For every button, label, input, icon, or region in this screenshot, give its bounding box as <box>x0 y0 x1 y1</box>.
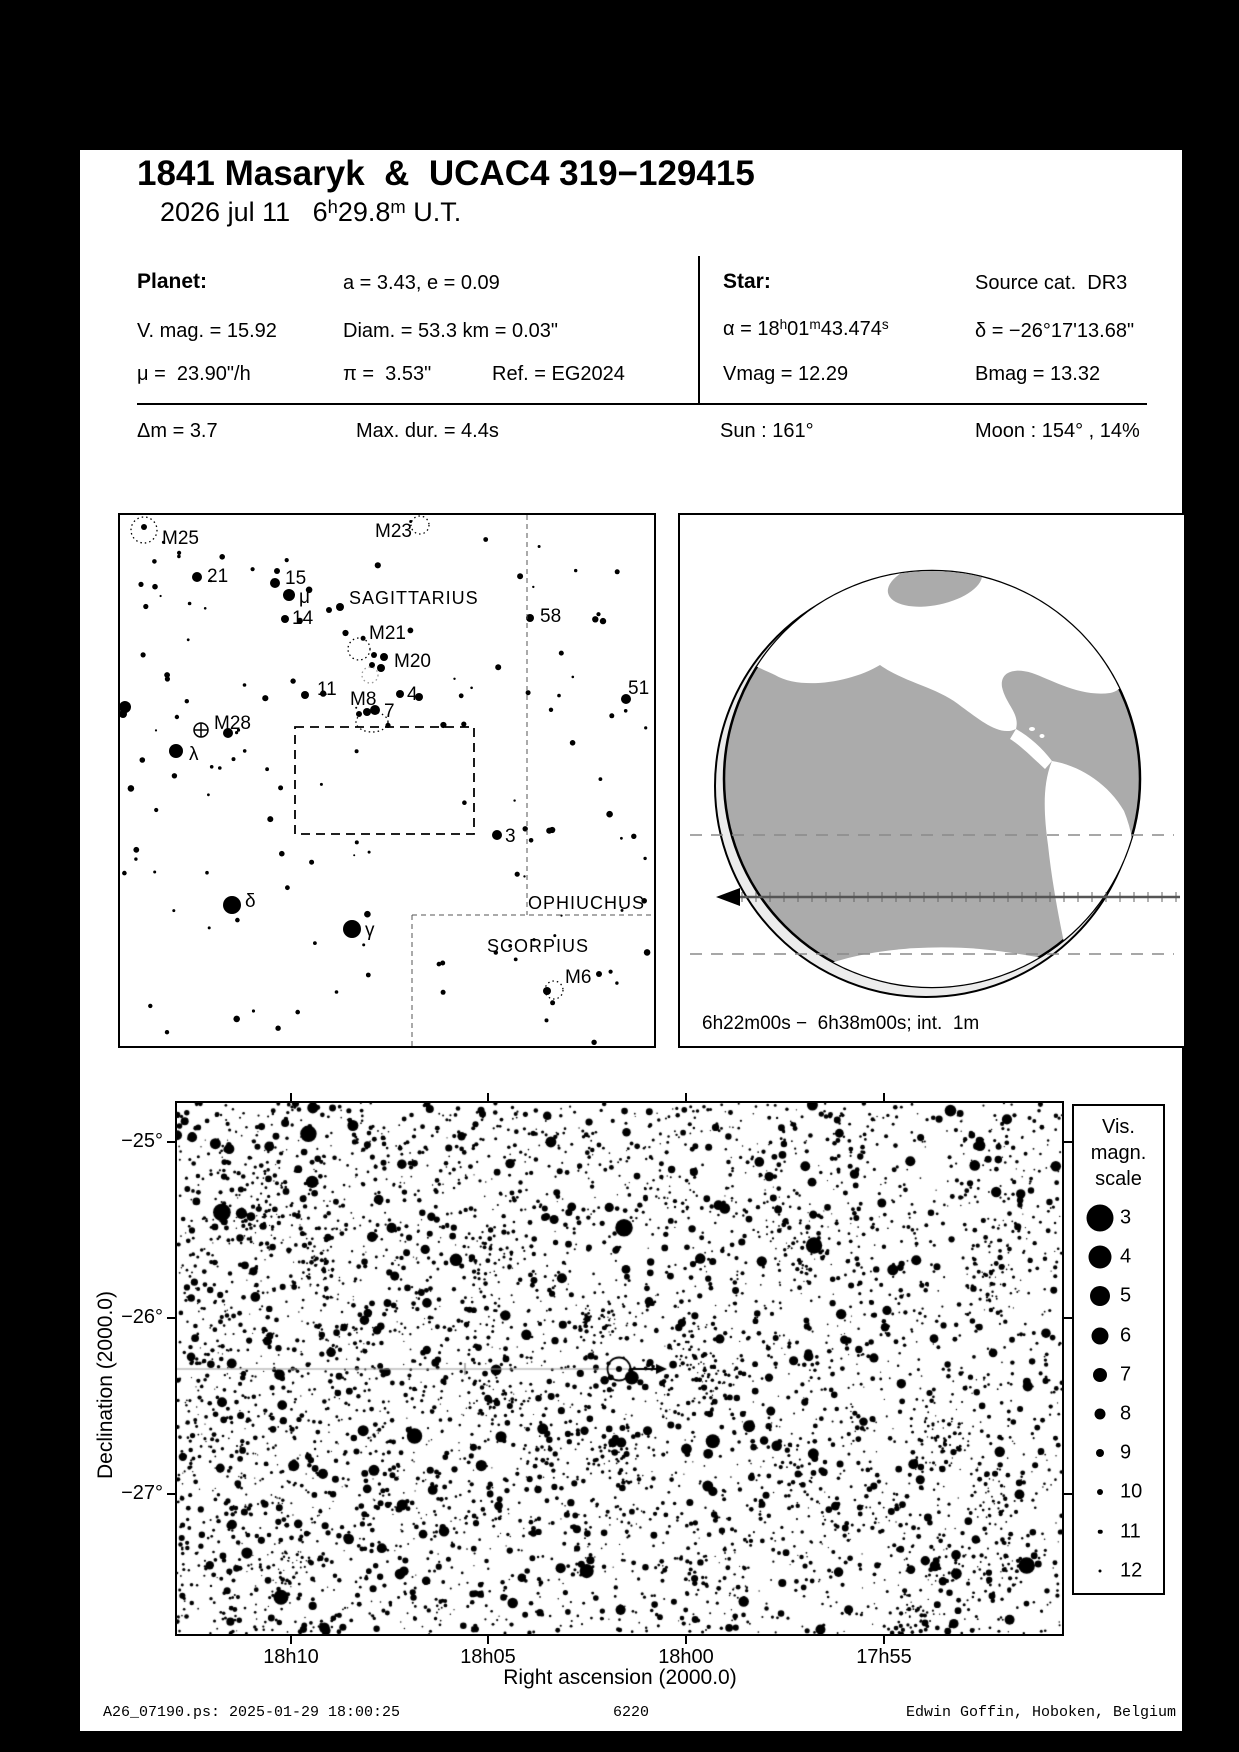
x-axis-title: Right ascension (2000.0) <box>503 1666 737 1689</box>
field-star <box>361 636 366 641</box>
field-star <box>620 837 623 840</box>
field-star <box>437 962 442 967</box>
field-star <box>152 584 158 590</box>
field-star <box>606 811 613 818</box>
field-star <box>285 885 290 890</box>
field-star <box>160 595 162 597</box>
field-star <box>592 616 598 622</box>
field-star <box>353 854 355 856</box>
planet-parallax: π = 3.53" <box>343 363 432 385</box>
field-star <box>459 693 464 698</box>
mag-label: 7 <box>1120 1363 1132 1386</box>
finder-label-M21: M21 <box>369 623 406 644</box>
field-star <box>153 871 156 874</box>
field-star <box>252 1009 255 1012</box>
sun-elongation: Sun : 161° <box>720 420 814 442</box>
y-tick <box>167 1317 175 1319</box>
field-star <box>644 726 647 729</box>
finder-label-51: 51 <box>628 678 650 699</box>
field-star <box>138 582 143 587</box>
field-star <box>532 586 534 588</box>
named-star-dot <box>270 578 280 588</box>
planet-section-label: Planet: <box>137 270 208 293</box>
x-tick <box>685 1093 687 1101</box>
page <box>80 150 1182 1731</box>
mag-dot <box>1097 1489 1103 1495</box>
field-star <box>545 1018 549 1022</box>
field-star <box>609 713 614 718</box>
field-star <box>188 602 192 606</box>
finder-label-M20: M20 <box>394 651 431 672</box>
finder-label-M28: M28 <box>214 713 251 734</box>
named-star-dot <box>192 572 202 582</box>
finder-label-M8: M8 <box>350 689 377 710</box>
caribbean-island <box>1029 727 1035 731</box>
field-star <box>366 973 371 978</box>
field-star <box>143 604 148 609</box>
field-star <box>362 943 365 946</box>
field-star <box>513 799 515 801</box>
constellation-label-SCORPIUS: SCORPIUS <box>487 936 590 956</box>
named-star-dot <box>396 690 404 698</box>
y-tick <box>167 1141 175 1143</box>
detail-field-outline <box>295 727 474 834</box>
globe-caption: 6h22m00s − 6h38m00s; int. 1m <box>702 1013 980 1034</box>
finder-label-M23: M23 <box>375 521 412 542</box>
track-direction-arrow <box>716 888 740 906</box>
y-tick <box>1064 1317 1072 1319</box>
field-star <box>335 990 339 994</box>
field-star <box>483 537 488 542</box>
x-tick <box>487 1636 489 1644</box>
field-star <box>172 909 175 912</box>
x-tick <box>883 1636 885 1644</box>
field-star <box>538 545 541 548</box>
field-star <box>185 699 189 703</box>
x-tick <box>883 1093 885 1101</box>
field-star <box>596 612 600 616</box>
mag-label: 11 <box>1120 1520 1141 1543</box>
field-star <box>529 838 534 843</box>
mag-label: 4 <box>1120 1245 1132 1268</box>
field-star <box>441 990 446 995</box>
mag-dot <box>1090 1286 1110 1306</box>
field-star <box>218 766 222 770</box>
field-star <box>177 555 181 559</box>
field-star <box>631 834 636 839</box>
x-tick <box>685 1636 687 1644</box>
mag-label: 12 <box>1120 1559 1143 1582</box>
mag-dot <box>1089 1246 1112 1269</box>
field-star <box>235 918 240 923</box>
magnitude-scale-title <box>1074 1114 1163 1192</box>
named-star-dot <box>141 524 147 530</box>
constellation-label-OPHIUCHUS: OPHIUCHUS <box>528 893 646 913</box>
x-tick <box>487 1093 489 1101</box>
field-star <box>122 871 127 876</box>
cluster-circle <box>348 638 370 660</box>
y-axis-title: Declination (2000.0) <box>94 1291 117 1479</box>
field-star <box>470 687 473 690</box>
star-section-label: Star: <box>723 270 771 293</box>
y-tick <box>1064 1493 1072 1495</box>
field-star <box>375 562 381 568</box>
field-star <box>208 926 211 929</box>
new-zealand <box>749 955 758 964</box>
named-star-dot <box>492 830 502 840</box>
field-star <box>515 872 520 877</box>
y-tick-label: −25° <box>121 1130 163 1152</box>
field-star <box>175 715 179 719</box>
field-star <box>265 767 269 771</box>
field-star <box>243 749 247 753</box>
field-star <box>204 607 207 610</box>
field-star <box>453 678 455 680</box>
named-star-dot <box>274 568 280 574</box>
star-field-frame <box>175 1101 1064 1636</box>
field-star <box>141 652 146 657</box>
field-star <box>207 793 210 796</box>
field-star <box>599 777 603 781</box>
field-star <box>546 828 552 834</box>
footer-author: Edwin Goffin, Hoboken, Belgium <box>905 1704 1176 1721</box>
mag-dot <box>1095 1409 1106 1420</box>
field-star <box>570 740 576 746</box>
star-vmag: Vmag = 12.29 <box>723 363 849 385</box>
field-star <box>210 765 214 769</box>
field-star <box>275 1026 280 1031</box>
field-star <box>232 757 236 761</box>
cluster-circle <box>362 667 378 683</box>
field-star <box>177 551 181 555</box>
field-star <box>600 618 606 624</box>
field-star <box>251 567 255 571</box>
field-star <box>559 651 564 656</box>
field-star <box>320 783 323 786</box>
finder-label-δ: δ <box>245 891 256 912</box>
mag-dot <box>1096 1449 1104 1457</box>
event-date: 2026 jul 11 6$^h$29.8$^m$ U.T. <box>160 195 462 227</box>
field-star <box>219 554 225 560</box>
mag-label: 10 <box>1120 1480 1143 1503</box>
star-bmag: Bmag = 13.32 <box>975 363 1101 385</box>
field-star <box>164 672 170 678</box>
mag-label: 3 <box>1120 1206 1132 1229</box>
table-divider <box>698 256 700 404</box>
field-star <box>624 709 628 713</box>
field-star <box>514 958 518 962</box>
finder-label-14: 14 <box>292 608 314 629</box>
x-tick <box>290 1636 292 1644</box>
field-star <box>549 708 553 712</box>
field-star <box>517 573 523 579</box>
field-star <box>128 785 135 792</box>
field-star <box>523 875 525 877</box>
named-star-dot <box>223 896 241 914</box>
named-star-dot <box>380 653 388 661</box>
field-star <box>205 871 209 875</box>
field-star <box>526 690 531 695</box>
field-star <box>133 847 139 853</box>
field-star <box>368 851 371 854</box>
field-star <box>285 558 289 562</box>
hawaii <box>828 663 832 667</box>
named-star-dot <box>596 971 602 977</box>
mag-dot <box>1099 1569 1102 1572</box>
named-star-dot <box>326 607 332 613</box>
field-star <box>279 851 285 857</box>
magnitude-drop: Δm = 3.7 <box>137 420 218 442</box>
field-star <box>313 941 317 945</box>
field-star <box>187 638 190 641</box>
finder-label-4: 4 <box>407 684 418 705</box>
named-star-dot <box>336 603 344 611</box>
field-star <box>262 695 268 701</box>
field-star <box>355 749 359 753</box>
field-star <box>278 785 283 790</box>
mag-dot <box>1093 1368 1107 1382</box>
x-tick-label: 18h00 <box>658 1646 714 1668</box>
named-star-dot <box>301 691 309 699</box>
star-source-catalog: Source cat. DR3 <box>975 272 1128 294</box>
field-star <box>572 676 575 679</box>
named-star-dot <box>169 744 183 758</box>
mag-dot <box>1098 1529 1103 1534</box>
field-star <box>615 981 618 984</box>
finder-label-γ: γ <box>365 920 375 941</box>
field-star <box>495 664 501 670</box>
new-zealand <box>740 941 752 952</box>
field-star <box>461 722 466 727</box>
mag-label: 9 <box>1120 1441 1132 1464</box>
mag-scale-title-line: scale <box>1095 1168 1142 1190</box>
field-star <box>309 860 314 865</box>
field-star <box>152 559 157 564</box>
field-star <box>644 949 651 956</box>
y-tick-label: −26° <box>121 1306 163 1328</box>
x-tick <box>290 1093 292 1101</box>
star-ra: $\alpha = 18^h01^m43.474^s$ <box>723 316 889 340</box>
field-star <box>165 1030 169 1034</box>
x-tick-label: 18h05 <box>460 1646 516 1668</box>
finder-chart-panel <box>118 513 656 1048</box>
mag-label: 6 <box>1120 1324 1132 1347</box>
named-star-dot <box>377 664 385 672</box>
planet-orbit-elements: a = 3.43, e = 0.09 <box>343 272 500 294</box>
magnitude-scale-panel <box>1072 1104 1165 1595</box>
planet-reference: Ref. = EG2024 <box>492 363 625 385</box>
constellation-label-SAGITTARIUS: SAGITTARIUS <box>349 588 479 608</box>
field-star <box>295 1010 300 1015</box>
field-star <box>243 683 247 687</box>
planet-motion: μ = 23.90"/h <box>137 363 251 385</box>
named-star-dot <box>371 652 377 658</box>
field-star <box>643 857 646 860</box>
mag-scale-title-line: Vis. <box>1102 1116 1135 1138</box>
y-tick <box>167 1493 175 1495</box>
named-star-dot <box>343 920 361 938</box>
y-tick-label: −27° <box>121 1482 163 1504</box>
finder-label-λ: λ <box>189 744 199 765</box>
field-star <box>615 569 620 574</box>
field-star <box>155 729 157 731</box>
named-star-dot <box>543 987 551 995</box>
mag-label: 8 <box>1120 1402 1132 1425</box>
mag-dot <box>1092 1327 1109 1344</box>
field-star <box>574 569 577 572</box>
finder-label-μ: μ <box>299 587 310 608</box>
field-star <box>462 800 467 805</box>
field-star <box>408 628 414 634</box>
field-star <box>154 808 158 812</box>
visibility-globe-panel <box>678 513 1186 1048</box>
field-star <box>233 1016 240 1023</box>
field-star <box>355 840 359 844</box>
mag-dot <box>1087 1205 1114 1232</box>
star-dec: δ = −26°17'13.68" <box>975 320 1135 342</box>
planet-vmag: V. mag. = 15.92 <box>137 320 277 342</box>
field-star <box>267 816 273 822</box>
finder-label-15: 15 <box>285 568 307 589</box>
footer-page-number: 6220 <box>612 1704 649 1721</box>
y-tick <box>1064 1141 1072 1143</box>
caribbean-island <box>1040 734 1045 738</box>
finder-label-7: 7 <box>384 701 395 722</box>
footer-filename: A26_07190.ps: 2025-01-29 18:00:25 <box>103 1704 401 1721</box>
field-star <box>557 694 561 698</box>
named-star-dot <box>281 615 289 623</box>
max-duration: Max. dur. = 4.4s <box>356 420 499 442</box>
star-field-canvas <box>177 1103 1062 1634</box>
finder-label-M25: M25 <box>162 528 199 549</box>
finder-label-21: 21 <box>207 566 229 587</box>
field-star <box>591 1040 596 1045</box>
planet-diameter: Diam. = 53.3 km = 0.03" <box>343 320 558 342</box>
field-star <box>550 1000 555 1005</box>
named-star-dot <box>119 710 127 718</box>
table-rule <box>137 403 1147 405</box>
field-star <box>609 970 613 974</box>
finder-label-M6: M6 <box>565 967 592 988</box>
moon-elongation: Moon : 154° , 14% <box>975 420 1140 442</box>
field-star <box>134 857 137 860</box>
field-star <box>148 1004 152 1008</box>
x-tick-label: 17h55 <box>856 1646 912 1668</box>
field-star <box>290 678 295 683</box>
field-star <box>364 911 371 918</box>
finder-label-3: 3 <box>505 826 516 847</box>
mag-label: 5 <box>1120 1284 1132 1307</box>
field-star <box>172 773 177 778</box>
named-star-dot <box>283 589 295 601</box>
field-star <box>342 630 348 636</box>
field-star <box>140 757 146 763</box>
mag-scale-title-line: magn. <box>1090 1142 1147 1164</box>
finder-label-58: 58 <box>540 606 562 627</box>
cluster-circle <box>411 516 429 534</box>
finder-label-11: 11 <box>317 679 337 700</box>
page-title: 1841 Masaryk & UCAC4 319−129415 <box>137 154 755 193</box>
x-tick-label: 18h10 <box>263 1646 319 1668</box>
